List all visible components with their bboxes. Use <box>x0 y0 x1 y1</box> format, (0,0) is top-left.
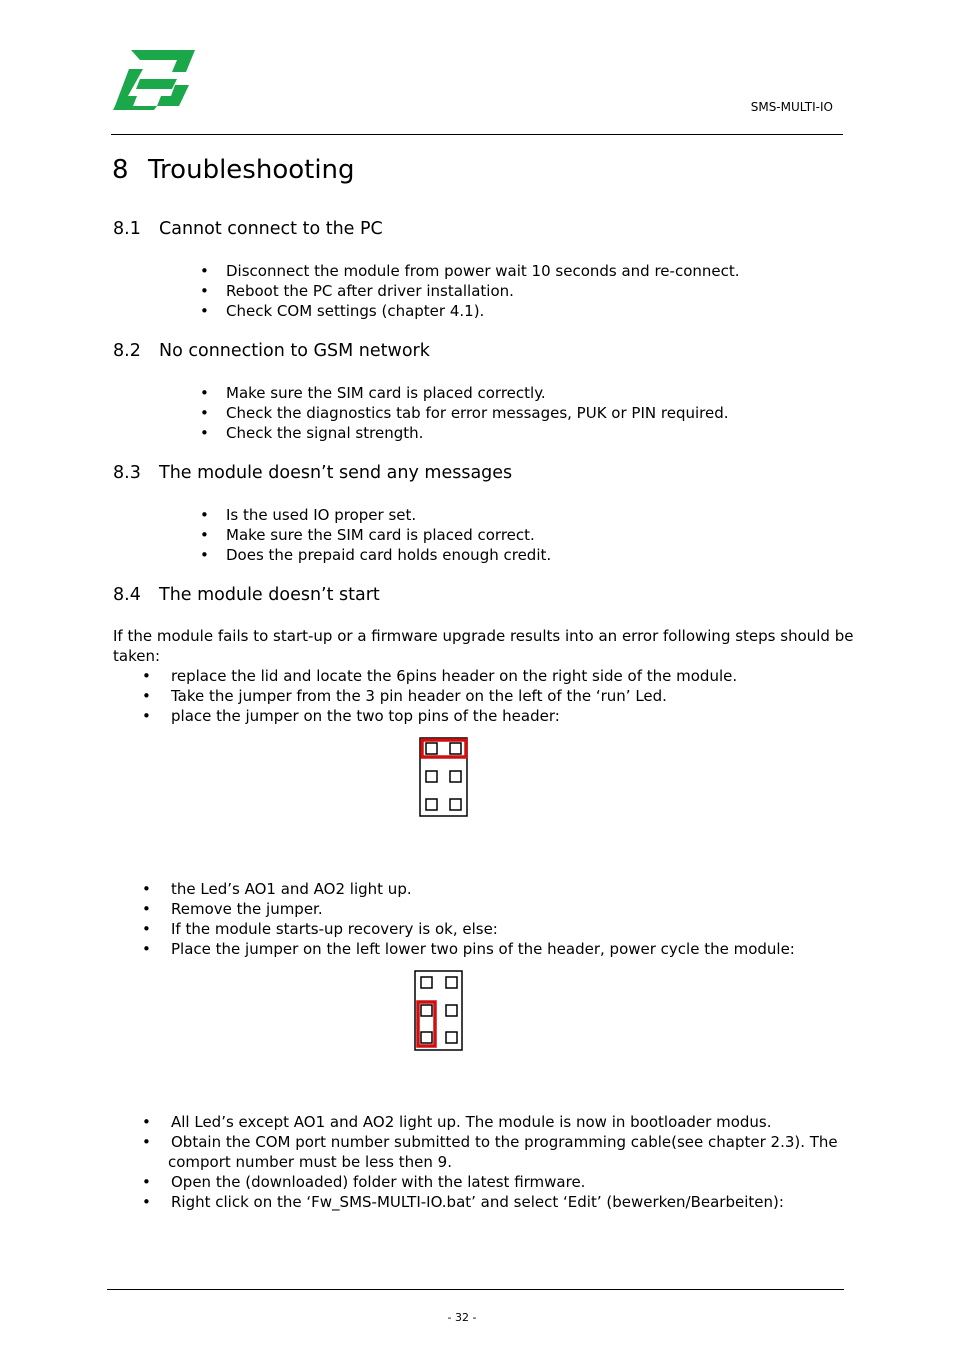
section-number: 8.3 <box>113 463 141 483</box>
bullet-list <box>113 1112 838 1212</box>
company-logo <box>113 46 197 112</box>
list-item: • Place the jumper on the left lower two pins of the header, power cycle the module: <box>113 939 795 959</box>
list-item: • Check COM settings (chapter 4.1). <box>113 301 740 321</box>
pin <box>446 1032 457 1043</box>
document-id: SMS-MULTI-IO <box>750 100 833 114</box>
section-title: No connection to GSM network <box>159 341 430 361</box>
list-item: • Remove the jumper. <box>113 899 795 919</box>
chapter-heading <box>112 155 355 185</box>
section-heading <box>113 341 430 361</box>
bullet-list <box>113 666 737 726</box>
pin <box>421 1032 432 1043</box>
list-item: • Does the prepaid card holds enough credit. <box>113 545 551 565</box>
section-title: Cannot connect to the PC <box>159 219 383 239</box>
list-item: • replace the lid and locate the 6pins header on the right side of the module. <box>113 666 737 686</box>
list-item: • If the module starts-up recovery is ok, else: <box>113 919 795 939</box>
list-item-continuation: comport number must be less then 9. <box>168 1153 452 1171</box>
section-intro <box>113 626 853 666</box>
section-heading <box>113 585 380 605</box>
section-heading <box>113 463 512 483</box>
pin <box>450 743 461 754</box>
jumper-diagram-top-pins <box>418 736 470 818</box>
list-item: • Is the used IO proper set. <box>113 505 551 525</box>
header-divider <box>111 134 843 135</box>
logo-mark <box>113 50 195 110</box>
list-item: • Right click on the ‘Fw_SMS-MULTI-IO.bat’ and select ‘Edit’ (bewerken/Bearbeiten): <box>113 1192 838 1212</box>
pin <box>426 743 437 754</box>
jumper-diagram-left-lower-pins <box>413 969 465 1053</box>
list-item: • Make sure the SIM card is placed correctly. <box>113 383 729 403</box>
pin <box>446 977 457 988</box>
list-item: • the Led’s AO1 and AO2 light up. <box>113 879 795 899</box>
bullet-list <box>113 261 740 321</box>
list-item: • Make sure the SIM card is placed correct. <box>113 525 551 545</box>
chapter-title: Troubleshooting <box>148 155 355 185</box>
bullet-list <box>113 505 551 565</box>
pin <box>446 1005 457 1016</box>
pin <box>421 977 432 988</box>
section-title: The module doesn’t start <box>159 585 380 605</box>
chapter-number: 8 <box>112 155 129 185</box>
pin <box>421 1005 432 1016</box>
list-item: • Open the (downloaded) folder with the latest firmware. <box>113 1172 838 1192</box>
list-item: • Check the diagnostics tab for error messages, PUK or PIN required. <box>113 403 729 423</box>
section-heading <box>113 219 383 239</box>
section-number: 8.2 <box>113 341 141 361</box>
bullet-list <box>113 383 729 443</box>
section-title: The module doesn’t send any messages <box>159 463 513 483</box>
bullet-list <box>113 879 795 959</box>
pin <box>426 799 437 810</box>
pin <box>450 799 461 810</box>
pin <box>450 771 461 782</box>
intro-line: If the module fails to start-up or a firmware upgrade results into an error following steps should be <box>113 627 854 645</box>
list-item <box>113 1132 838 1172</box>
list-item: • Check the signal strength. <box>113 423 729 443</box>
footer-divider <box>107 1289 844 1290</box>
section-number: 8.1 <box>113 219 141 239</box>
section-number: 8.4 <box>113 585 141 605</box>
list-item-text: Obtain the COM port number submitted to the programming cable(see chapter 2.3). The <box>171 1133 838 1151</box>
list-item: • Reboot the PC after driver installation. <box>113 281 740 301</box>
pin <box>426 771 437 782</box>
list-item: • Disconnect the module from power wait 10 seconds and re-connect. <box>113 261 740 281</box>
intro-line: taken: <box>113 647 161 665</box>
page-number: - 32 - <box>447 1311 477 1324</box>
list-item: • place the jumper on the two top pins of the header: <box>113 706 737 726</box>
list-item: • Take the jumper from the 3 pin header on the left of the ‘run’ Led. <box>113 686 737 706</box>
list-item: • All Led’s except AO1 and AO2 light up. The module is now in bootloader modus. <box>113 1112 838 1132</box>
